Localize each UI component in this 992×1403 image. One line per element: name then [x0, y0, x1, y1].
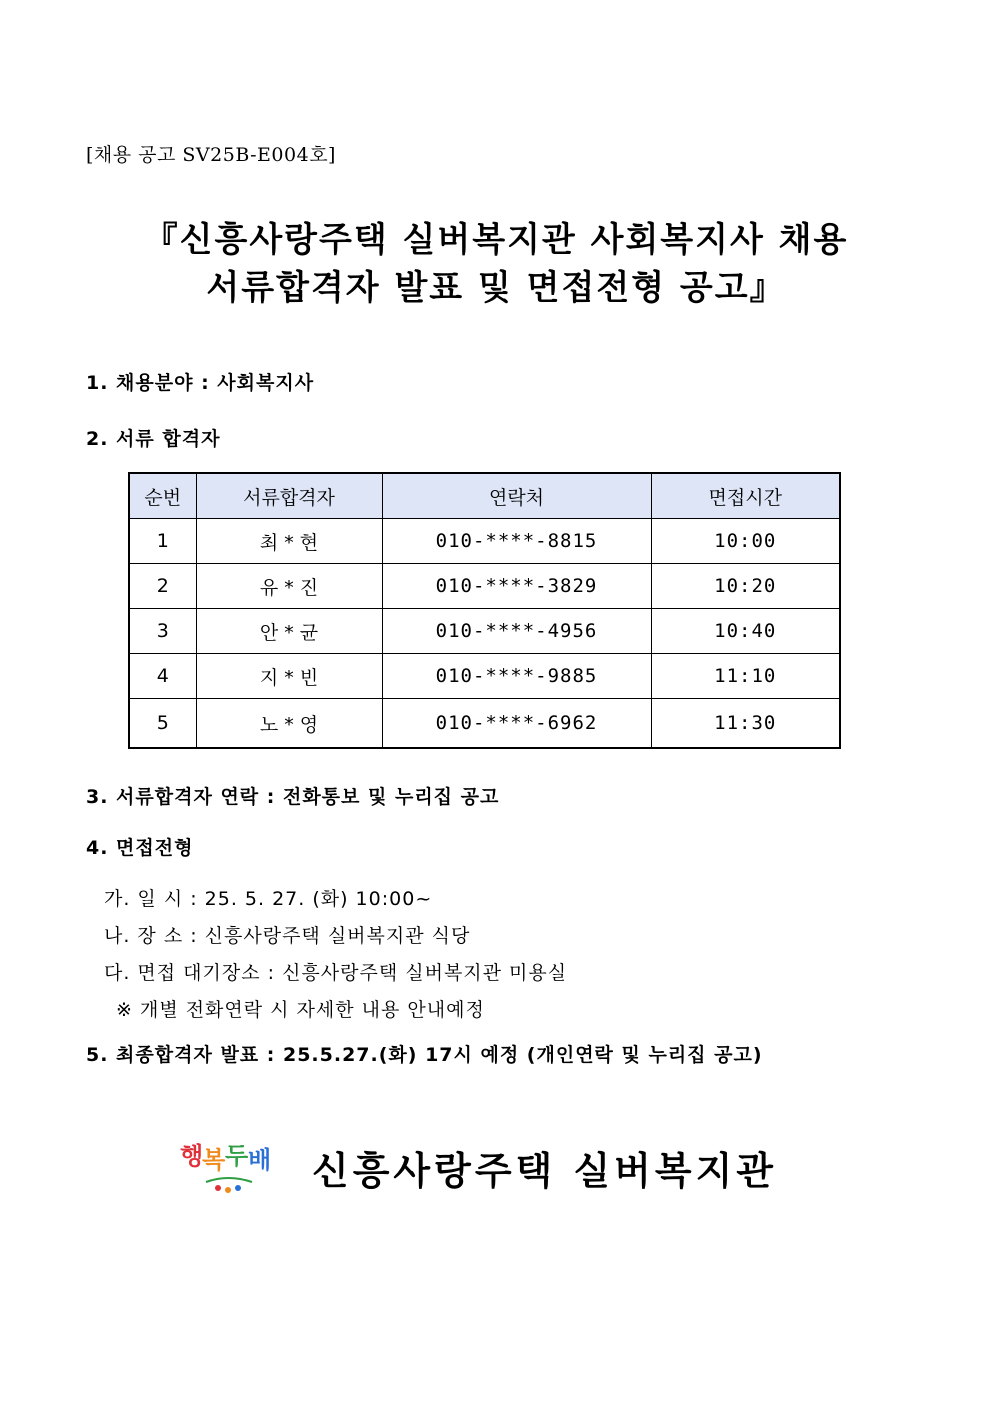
cell-passer: 지 * 빈 — [196, 654, 382, 699]
passers-table — [128, 472, 841, 749]
header-passer: 서류합격자 — [196, 473, 382, 519]
cell-time: 11:30 — [651, 699, 840, 749]
cell-passer: 노 * 영 — [196, 699, 382, 749]
cell-number: 3 — [129, 609, 196, 654]
logo-char-2: 복 — [202, 1146, 226, 1174]
notice-number: [채용 공고 SV25B-E004호] — [86, 144, 336, 166]
interview-date: 가. 일 시 : 25. 5. 27. (화) 10:00~ — [104, 888, 433, 910]
cell-contact: 010-****-6962 — [382, 699, 651, 749]
section-final-announcement: 5. 최종합격자 발표 : 25.5.27.(화) 17시 예정 (개인연락 및 누리집 공고) — [86, 1044, 763, 1066]
document-title-line2: 서류합격자 발표 및 면접전형 공고』 — [206, 268, 786, 308]
section-recruit-field: 1. 채용분야 : 사회복지사 — [86, 372, 315, 394]
cell-number: 5 — [129, 699, 196, 749]
logo-char-4: 배 — [248, 1146, 272, 1174]
cell-contact: 010-****-3829 — [382, 564, 651, 609]
section-passer-contact: 3. 서류합격자 연락 : 전화통보 및 누리집 공고 — [86, 786, 500, 808]
table-header-row — [129, 473, 840, 519]
interview-waiting-room: 다. 면접 대기장소 : 신흥사랑주택 실버복지관 미용실 — [104, 962, 568, 984]
header-contact: 연락처 — [382, 473, 651, 519]
table-row — [129, 699, 840, 749]
cell-time: 10:20 — [651, 564, 840, 609]
table-row — [129, 609, 840, 654]
cell-contact: 010-****-9885 — [382, 654, 651, 699]
cell-number: 1 — [129, 519, 196, 564]
happiness-double-logo — [178, 1130, 278, 1200]
table-row — [129, 654, 840, 699]
section-passers-heading: 2. 서류 합격자 — [86, 428, 221, 450]
logo-char-3: 두 — [225, 1142, 249, 1170]
table-row — [129, 564, 840, 609]
logo-arc — [206, 1178, 252, 1182]
logo-dot-orange — [225, 1187, 231, 1193]
logo-dot-blue — [235, 1185, 241, 1191]
cell-number: 4 — [129, 654, 196, 699]
cell-passer: 유 * 진 — [196, 564, 382, 609]
cell-time: 11:10 — [651, 654, 840, 699]
section-interview-heading: 4. 면접전형 — [86, 837, 194, 859]
cell-contact: 010-****-8815 — [382, 519, 651, 564]
document-title-line1: 『신흥사랑주택 실버복지관 사회복지사 채용 — [143, 220, 849, 260]
cell-time: 10:40 — [651, 609, 840, 654]
header-interview-time: 면접시간 — [651, 473, 840, 519]
cell-contact: 010-****-4956 — [382, 609, 651, 654]
header-number: 순번 — [129, 473, 196, 519]
logo-graphic-icon — [178, 1130, 278, 1200]
organization-name: 신흥사랑주택 실버복지관 — [312, 1149, 778, 1193]
logo-char-1: 행 — [180, 1142, 204, 1170]
table-row — [129, 519, 840, 564]
cell-number: 2 — [129, 564, 196, 609]
cell-passer: 안 * 균 — [196, 609, 382, 654]
interview-note: ※ 개별 전화연락 시 자세한 내용 안내예정 — [116, 999, 485, 1021]
cell-passer: 최 * 현 — [196, 519, 382, 564]
cell-time: 10:00 — [651, 519, 840, 564]
interview-place: 나. 장 소 : 신흥사랑주택 실버복지관 식당 — [104, 925, 471, 947]
logo-dot-red — [215, 1185, 221, 1191]
